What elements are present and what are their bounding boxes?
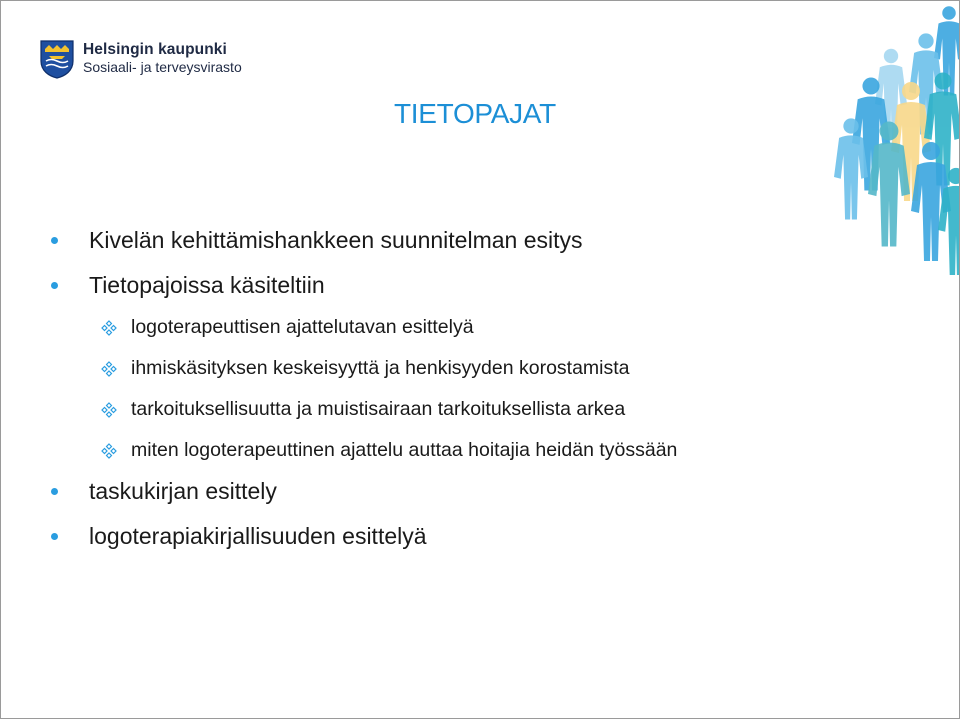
sub-bullet-text: miten logoterapeuttinen ajattelu auttaa hoitajia heidän työssään	[131, 439, 678, 461]
round-bullet-icon	[51, 237, 58, 244]
sub-bullet-item	[101, 439, 677, 462]
bullet-item	[51, 523, 427, 550]
bullet-item	[51, 272, 325, 299]
logo-department-name: Sosiaali- ja terveysvirasto	[83, 59, 242, 75]
slide-title: TIETOPAJAT	[394, 98, 556, 129]
round-bullet-icon	[51, 282, 58, 289]
logo-city-name: Helsingin kaupunki	[83, 41, 227, 58]
bullet-text: taskukirjan esittely	[89, 478, 277, 504]
sub-bullet-text: tarkoituksellisuutta ja muistisairaan tarkoituksellista arkea	[131, 398, 626, 420]
round-bullet-icon	[51, 488, 58, 495]
organization-logo	[39, 39, 242, 79]
helsinki-crest-icon	[39, 39, 75, 79]
four-diamond-bullet-icon	[101, 402, 117, 418]
four-diamond-bullet-icon	[101, 443, 117, 459]
bullet-text: Kivelän kehittämishankkeen suunnitelman esitys	[89, 227, 583, 253]
round-bullet-icon	[51, 533, 58, 540]
bullet-text: logoterapiakirjallisuuden esittelyä	[89, 523, 427, 549]
sub-bullet-item	[101, 398, 625, 421]
four-diamond-bullet-icon	[101, 320, 117, 336]
sub-bullet-text: ihmiskäsityksen keskeisyyttä ja henkisyyden korostamista	[131, 357, 630, 379]
bullet-item	[51, 478, 277, 505]
sub-bullet-text: logoterapeuttisen ajattelutavan esittelyä	[131, 316, 474, 338]
people-silhouettes-decoration	[831, 1, 960, 321]
bullet-item	[51, 227, 583, 254]
sub-bullet-item	[101, 357, 630, 380]
bullet-text: Tietopajoissa käsiteltiin	[89, 272, 325, 298]
four-diamond-bullet-icon	[101, 361, 117, 377]
sub-bullet-item	[101, 316, 474, 339]
